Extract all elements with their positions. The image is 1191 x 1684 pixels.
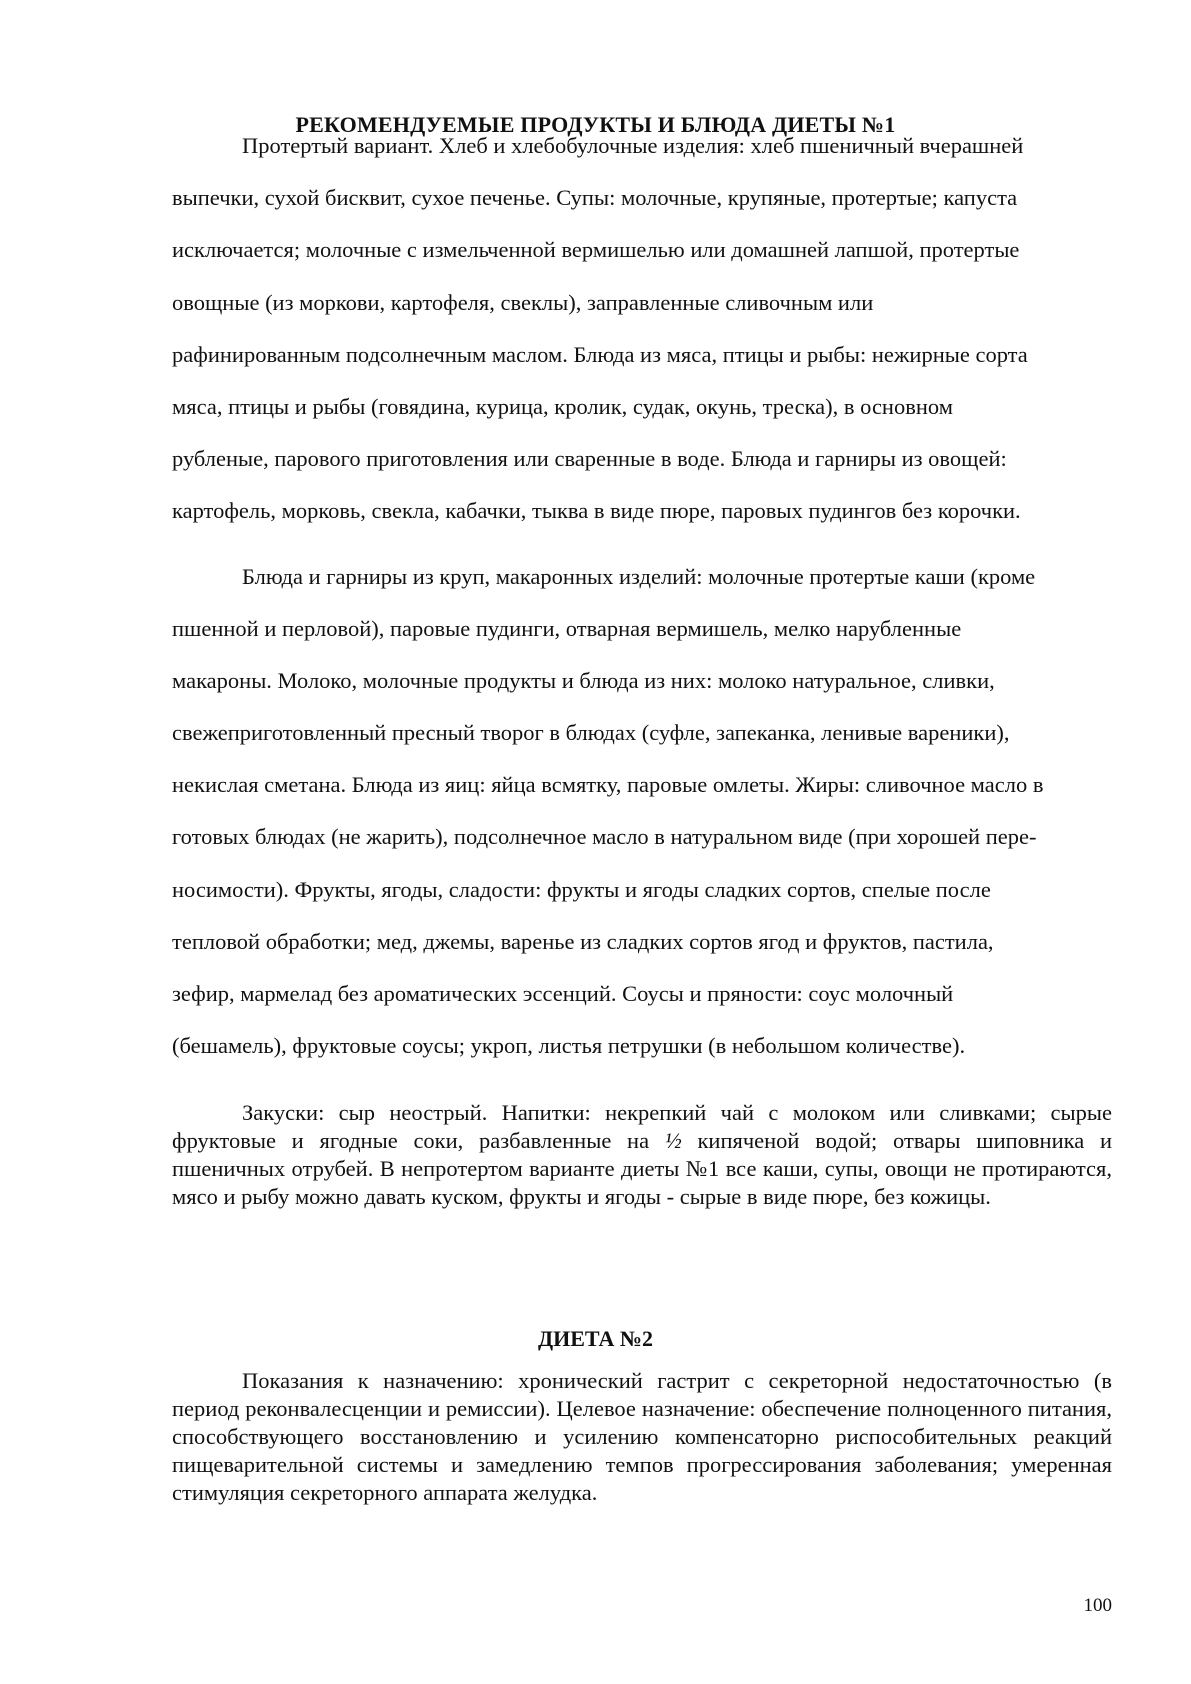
paragraph1-line: выпечки, сухой бисквит, сухое печенье. Супы: молочные, крупяные, протертые; капуста [172, 185, 1018, 210]
paragraph2-line: некислая сметана. Блюда из яиц: яйца всмятку, паровые омлеты. Жиры: сливочное масло в [172, 772, 1044, 797]
fraction-half: ½ [664, 1128, 682, 1153]
paragraph2-line: зефир, мармелад без ароматических эссенций. Соусы и пряности: соус молочный [172, 981, 954, 1006]
section-title-diet-2: ДИЕТА №2 [538, 1326, 653, 1351]
paragraph2-line: тепловой обработки; мед, джемы, варенье из сладких сортов ягод и фруктов, пастила, [172, 929, 994, 954]
page-number: 100 [1083, 1595, 1112, 1616]
paragraph2-line: носимости). Фрукты, ягоды, сладости: фрукты и ягоды сладких сортов, спелые после [172, 877, 991, 902]
paragraph1-line: картофель, морковь, свекла, кабачки, тыква в виде пюре, паровых пудингов без корочки. [172, 498, 1021, 523]
paragraph1-line: Протертый вариант. Хлеб и хлебобулочные изделия: хлеб пшеничный вчерашней [242, 133, 1024, 158]
paragraph2-line: пшенной и перловой), паровые пудинги, отварная вермишель, мелко нарубленные [172, 616, 962, 641]
paragraph1-line: рубленые, парового приготовления или сваренные в воде. Блюда и гарниры из овощей: [172, 446, 1007, 471]
paragraph4: Показания к назначению: хронический гастрит с секреторной недостаточностью (в период реконвалесценции и ремиссии). Целевое назначение: обеспечение полноценного питания, способствующего восстановлению и усилению компенсаторно риспособительных реакций пищеварительной системы и замедлению темпов прогрессирования заболевания; умеренная стимуляция секреторного аппарата желудка. [172, 1368, 1112, 1505]
paragraph3-text-end: кипяченой водой; отвары шиповника и пшеничных отрубей. В непротертом варианте диеты №1 все каши, супы, овощи не протираются, мясо и рыбу можно давать куском, фрукты и ягоды - сырые в виде пюре, без кожицы. [172, 1128, 1112, 1209]
paragraph1-line: исключается; молочные с измельченной вермишелью или домашней лапшой, протертые [172, 237, 1020, 262]
paragraph2-line: Блюда и гарниры из круп, макаронных изделий: молочные протертые каши (кроме [242, 564, 1036, 589]
paragraph1-line: рафинированным подсолнечным маслом. Блюда из мяса, птицы и рыбы: нежирные сорта [172, 342, 1028, 367]
paragraph3-text-start: Закуски: сыр неострый. Напитки: некрепкий чай с молоком или сливками; сырые фруктовые и ягодные соки, разбавленные на [172, 1100, 1112, 1153]
section-title-diet-1: РЕКОМЕНДУЕМЫЕ ПРОДУКТЫ И БЛЮДА ДИЕТЫ №1 [295, 112, 896, 137]
paragraph2-line: макароны. Молоко, молочные продукты и блюда из них: молоко натуральное, сливки, [172, 668, 995, 693]
paragraph1-line: овощные (из моркови, картофеля, свеклы), заправленные сливочным или [172, 290, 874, 315]
paragraph1-line: мяса, птицы и рыбы (говядина, курица, кролик, судак, окунь, треска), в основном [172, 394, 953, 419]
paragraph2-line: свежеприготовленный пресный творог в блюдах (суфле, запеканка, ленивые вареники), [172, 720, 1010, 745]
paragraph2-line: готовых блюдах (не жарить), подсолнечное масло в натуральном виде (при хорошей пере- [172, 824, 1037, 849]
paragraph2-line: (бешамель), фруктовые соусы; укроп, листья петрушки (в небольшом количестве). [172, 1033, 966, 1058]
paragraph3 [172, 1099, 1112, 1211]
